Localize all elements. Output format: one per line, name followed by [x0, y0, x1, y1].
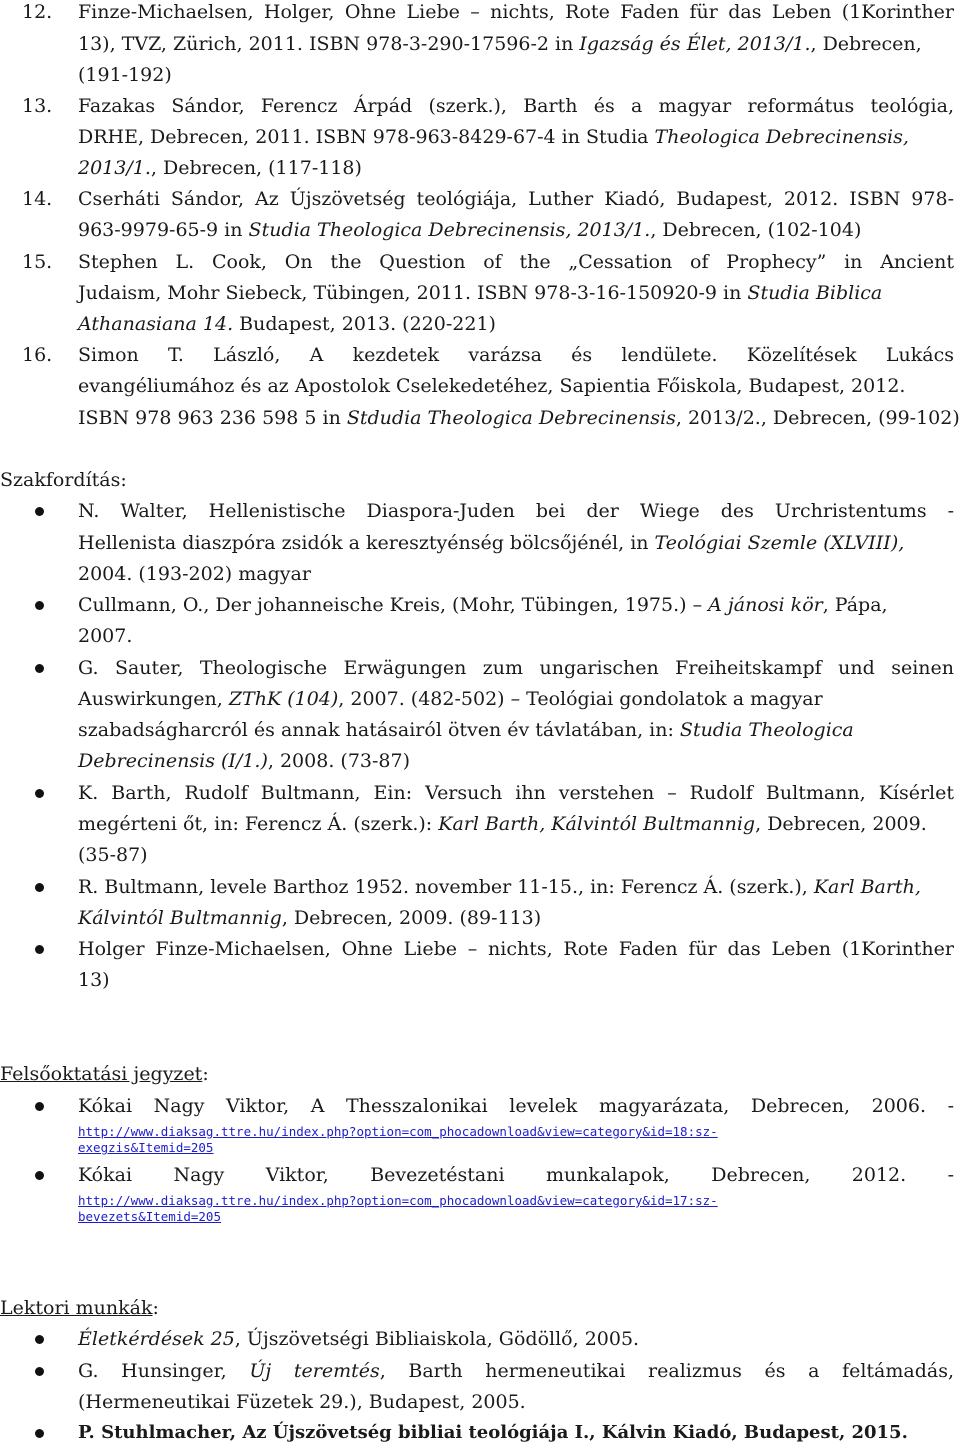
- item-number: 16.: [22, 344, 53, 366]
- list-item-text: Cserháti Sándor, Az Újszövetség teológiája, Luther Kiadó, Budapest, 2012. ISBN 978-: [78, 188, 954, 210]
- download-link[interactable]: http://www.diaksag.ttre.hu/index.php?option=com_phocadownload&view=category&id=17:sz-: [78, 1193, 718, 1208]
- list-item-text: N. Walter, Hellenistische Diaspora-Juden bei der Wiege des Urchristentums -: [78, 500, 954, 522]
- list-item-text: Életkérdések 25, Újszövetségi Bibliaiskola, Gödöllő, 2005.: [78, 1328, 640, 1350]
- list-item-text: Hellenista diaszpóra zsidók a keresztyénség bölcsőjénél, in Teológiai Szemle (XLVIII),: [78, 532, 905, 554]
- item-number: 14.: [22, 188, 53, 210]
- bullet-icon: [35, 945, 44, 954]
- bullet-icon: [35, 1102, 44, 1111]
- bullet-icon: [35, 1429, 44, 1438]
- bullet-icon: [35, 1367, 44, 1376]
- list-item-text: DRHE, Debrecen, 2011. ISBN 978-963-8429-67-4 in Studia Theologica Debrecinensis,: [78, 126, 909, 148]
- download-link[interactable]: http://www.diaksag.ttre.hu/index.php?option=com_phocadownload&view=category&id=18:sz-: [78, 1124, 718, 1139]
- list-item-text: Cullmann, O., Der johanneische Kreis, (Mohr, Tübingen, 1975.) – A jánosi kör, Pápa,: [78, 594, 888, 616]
- list-item-text: G. Hunsinger, Új teremtés, Barth hermeneutikai realizmus és a feltámadás,: [78, 1360, 955, 1382]
- list-item-text: Fazakas Sándor, Ferencz Árpád (szerk.), Barth és a magyar református teológia,: [78, 95, 954, 117]
- list-item-text: Athanasiana 14. Budapest, 2013. (220-221): [78, 313, 496, 335]
- item-number: 15.: [22, 251, 53, 273]
- list-item-text: 13), TVZ, Zürich, 2011. ISBN 978-3-290-17596-2 in Igazság és Élet, 2013/1., Debrecen,: [78, 33, 922, 55]
- bullet-icon: [35, 507, 44, 516]
- list-item-text: R. Bultmann, levele Barthoz 1952. november 11-15., in: Ferencz Á. (szerk.), Karl Barth,: [78, 876, 921, 898]
- list-item-text: P. Stuhlmacher, Az Újszövetség bibliai teológiája I., Kálvin Kiadó, Budapest, 2015.: [78, 1422, 908, 1443]
- bullet-icon: [35, 664, 44, 673]
- list-item-text: Judaism, Mohr Siebeck, Tübingen, 2011. ISBN 978-3-16-150920-9 in Studia Biblica: [78, 282, 883, 304]
- section-heading-felsooktatasi: Felsőoktatási jegyzet:: [0, 1063, 209, 1085]
- list-item-text: 2004. (193-202) magyar: [78, 563, 311, 585]
- list-item-text: megérteni őt, in: Ferencz Á. (szerk.): Karl Barth, Kálvintól Bultmannig, Debrecen, 2009.: [78, 813, 927, 835]
- list-item-text: Finze-Michaelsen, Holger, Ohne Liebe – nichts, Rote Faden für das Leben (1Korinther: [78, 1, 954, 23]
- list-item-text: (191-192): [78, 64, 172, 86]
- list-item-text: Stephen L. Cook, On the Question of the „Cessation of Prophecy” in Ancient: [78, 251, 954, 273]
- item-number: 13.: [22, 95, 53, 117]
- bullet-icon: [35, 789, 44, 798]
- list-item-text: Holger Finze-Michaelsen, Ohne Liebe – nichts, Rote Faden für das Leben (1Korinther: [78, 938, 954, 960]
- list-item-text: Kókai Nagy Viktor, Bevezetéstani munkalapok, Debrecen, 2012. -: [78, 1164, 954, 1186]
- section-heading-szakforditas: Szakfordítás:: [0, 469, 127, 491]
- list-item-text: evangéliumához és az Apostolok Cselekedetéhez, Sapientia Főiskola, Budapest, 2012.: [78, 375, 906, 397]
- list-item-text: Auswirkungen, ZThK (104), 2007. (482-502) – Teológiai gondolatok a magyar: [78, 688, 823, 710]
- download-link[interactable]: bevezets&Itemid=205: [78, 1209, 221, 1224]
- list-item-text: Kókai Nagy Viktor, A Thesszalonikai levelek magyarázata, Debrecen, 2006. -: [78, 1095, 954, 1117]
- bullet-icon: [35, 1335, 44, 1344]
- list-item-text: (35-87): [78, 844, 148, 866]
- list-item-text: ISBN 978 963 236 598 5 in Stdudia Theologica Debrecinensis, 2013/2., Debrecen, (99-102): [78, 407, 960, 429]
- list-item-text: Kálvintól Bultmannig, Debrecen, 2009. (89-113): [78, 907, 542, 929]
- list-item-text: 2013/1., Debrecen, (117-118): [78, 157, 362, 179]
- list-item-text: (Hermeneutikai Füzetek 29.), Budapest, 2005.: [78, 1391, 526, 1413]
- list-item-text: 963-9979-65-9 in Studia Theologica Debrecinensis, 2013/1., Debrecen, (102-104): [78, 219, 862, 241]
- list-item-text: G. Sauter, Theologische Erwägungen zum ungarischen Freiheitskampf und seinen: [78, 657, 954, 679]
- bullet-icon: [35, 1171, 44, 1180]
- list-item-text: Simon T. László, A kezdetek varázsa és lendülete. Közelítések Lukács: [78, 344, 954, 366]
- bullet-icon: [35, 883, 44, 892]
- list-item-text: szabadságharcról és annak hatásairól ötven év távlatában, in: Studia Theologica: [78, 719, 854, 741]
- section-heading-lektori: Lektori munkák:: [0, 1297, 159, 1319]
- list-item-text: 2007.: [78, 625, 133, 647]
- list-item-text: K. Barth, Rudolf Bultmann, Ein: Versuch ihn verstehen – Rudolf Bultmann, Kísérlet: [78, 782, 954, 804]
- download-link[interactable]: exegzis&Itemid=205: [78, 1140, 214, 1155]
- item-number: 12.: [22, 1, 53, 23]
- bullet-icon: [35, 601, 44, 610]
- list-item-text: 13): [78, 969, 110, 991]
- list-item-text: Debrecinensis (I/1.), 2008. (73-87): [78, 750, 411, 772]
